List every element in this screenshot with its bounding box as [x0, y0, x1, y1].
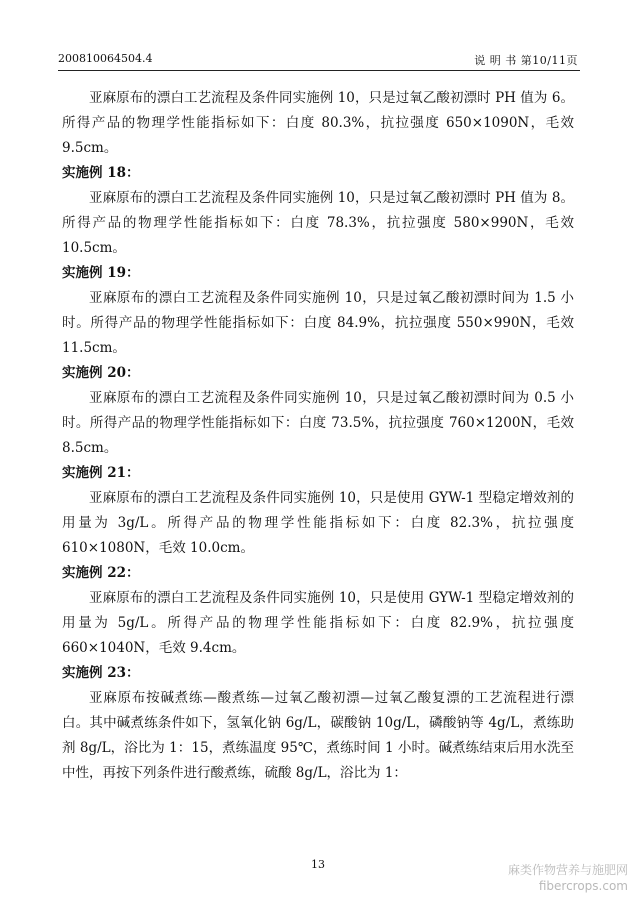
header-divider: [58, 70, 580, 71]
paragraph: 亚麻原布的漂白工艺流程及条件同实施例 10，只是过氧乙酸初漂时间为 0.5 小时。所得产品的物理学性能指标如下：白度 73.5%，抗拉强度 760×1200N，毛效 8.5cm。: [62, 390, 574, 456]
page-header: [58, 52, 578, 68]
paragraph: 亚麻原布的漂白工艺流程及条件同实施例 10，只是过氧乙酸初漂时 PH 值为 8。所得产品的物理学性能指标如下：白度 78.3%，抗拉强度 580×990N，毛效 10.5cm。: [62, 190, 574, 256]
page-number: 13: [311, 858, 325, 871]
example-heading: 实施例 22：: [62, 565, 140, 581]
paragraph: 亚麻原布的漂白工艺流程及条件同实施例 10，只是过氧乙酸初漂时 PH 值为 6。所得产品的物理学性能指标如下：白度 80.3%，抗拉强度 650×1090N，毛效 9.5cm。: [62, 90, 574, 156]
example-heading: 实施例 20：: [62, 365, 140, 381]
example-heading: 实施例 19：: [62, 265, 140, 281]
paragraph: 亚麻原布的漂白工艺流程及条件同实施例 10，只是使用 GYW-1 型稳定增效剂的用量为 3g/L。所得产品的物理学性能指标如下：白度 82.3%，抗拉强度 610×1080N，毛效 10.0cm。: [62, 490, 574, 556]
example-heading: 实施例 21：: [62, 465, 140, 481]
section-and-page-indicator: 说 明 书 第10/11页: [474, 54, 578, 67]
example-heading: 实施例 23：: [62, 665, 140, 681]
site-watermark: [408, 862, 628, 894]
paragraph: 亚麻原布按碱煮练—酸煮练—过氧乙酸初漂—过氧乙酸复漂的工艺流程进行漂白。其中碱煮练条件如下，氢氧化钠 6g/L，碳酸钠 10g/L，磷酸钠等 4g/L，煮练助剂 8g/L，浴比为 1：15，煮练温度 95℃，煮练时间 1 小时。碱煮练结束后用水洗至中性，再按下列条件进行酸煮练，硫酸 8g/L，浴比为 1：: [62, 690, 574, 781]
watermark-site-name: 麻类作物营养与施肥网: [507, 863, 628, 877]
watermark-site-url: fibercrops.com: [538, 879, 628, 893]
patent-application-number: 200810064504.4: [58, 52, 153, 65]
example-heading: 实施例 18：: [62, 165, 140, 181]
document-body: [62, 86, 574, 786]
paragraph: 亚麻原布的漂白工艺流程及条件同实施例 10，只是使用 GYW-1 型稳定增效剂的用量为 5g/L。所得产品的物理学性能指标如下：白度 82.9%，抗拉强度 660×1040N，毛效 9.4cm。: [62, 590, 574, 656]
paragraph: 亚麻原布的漂白工艺流程及条件同实施例 10，只是过氧乙酸初漂时间为 1.5 小时。所得产品的物理学性能指标如下：白度 84.9%，抗拉强度 550×990N，毛效 11.5cm。: [62, 290, 574, 356]
